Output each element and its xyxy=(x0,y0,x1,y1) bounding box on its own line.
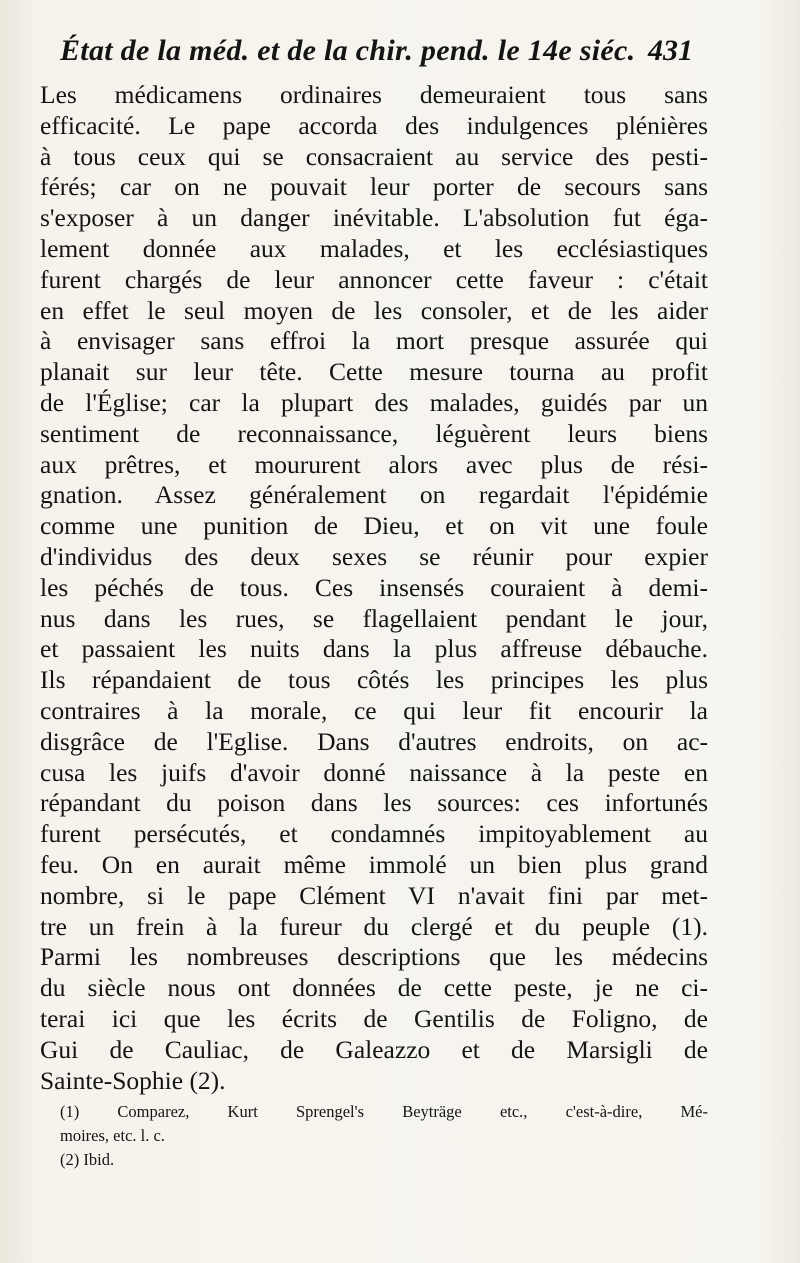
running-title: État de la méd. et de la chir. pend. le 14e siéc. xyxy=(60,34,636,67)
text-line: contraires à la morale, ce qui leur fit encourir la xyxy=(40,695,708,725)
text-line: cusa les juifs d'avoir donné naissance à la peste en xyxy=(40,757,708,787)
text-line: répandant du poison dans les sources: ces infortunés xyxy=(40,788,708,818)
footnotes xyxy=(60,1100,708,1172)
text-line: Les médicamens ordinaires demeuraient tous sans xyxy=(40,80,708,109)
text-line: furent persécutés, et condamnés impitoyablement au xyxy=(40,819,708,849)
footnote-line: (1) Comparez, Kurt Sprengel's Beyträge etc., c'est-à-dire, Mé- xyxy=(60,1102,708,1121)
text-line: du siècle nous ont données de cette peste, je ne ci- xyxy=(40,973,708,1003)
text-line: aux prêtres, et moururent alors avec plus de rési- xyxy=(40,449,708,479)
text-line: d'individus des deux sexes se réunir pour expier xyxy=(40,541,708,571)
text-line: à tous ceux qui se consacraient au service des pesti- xyxy=(40,141,708,171)
text-line: à envisager sans effroi la mort presque assurée qui xyxy=(40,326,708,356)
text-line: comme une punition de Dieu, et on vit une foule xyxy=(40,511,708,541)
text-line: Sainte-Sophie (2). xyxy=(40,1065,226,1095)
text-line: gnation. Assez généralement on regardait l'épidémie xyxy=(40,480,708,510)
text-line: nus dans les rues, se flagellaient pendant le jour, xyxy=(40,603,708,633)
text-line: disgrâce de l'Eglise. Dans d'autres endroits, on ac- xyxy=(40,726,708,756)
text-line: lement donnée aux malades, et les ecclésiastiques xyxy=(40,233,708,263)
text-line: planait sur leur tête. Cette mesure tourna au profit xyxy=(40,357,708,387)
footnote-line: (2) Ibid. xyxy=(60,1150,115,1169)
text-line: nombre, si le pape Clément VI n'avait fini par met- xyxy=(40,880,708,910)
text-line: s'exposer à un danger inévitable. L'absolution fut éga- xyxy=(40,203,708,233)
text-line: efficacité. Le pape accorda des indulgences plénières xyxy=(40,110,708,140)
page-number: 431 xyxy=(648,34,693,67)
footnote-line: moires, etc. l. c. xyxy=(60,1126,165,1145)
text-line: et passaient les nuits dans la plus affreuse débauche. xyxy=(40,634,708,664)
text-line: Gui de Cauliac, de Galeazzo et de Marsigli de xyxy=(40,1034,708,1064)
text-line: Parmi les nombreuses descriptions que les médecins xyxy=(40,942,708,972)
text-line: terai ici que les écrits de Gentilis de Foligno, de xyxy=(40,1003,708,1033)
text-line: en effet le seul moyen de les consoler, et de les aider xyxy=(40,295,708,325)
text-line: de l'Église; car la plupart des malades, guidés par un xyxy=(40,387,708,417)
text-line: feu. On en aurait même immolé un bien plus grand xyxy=(40,849,708,879)
text-line: furent chargés de leur annoncer cette faveur : c'était xyxy=(40,264,708,294)
text-line: les péchés de tous. Ces insensés couraient à demi- xyxy=(40,572,708,602)
body-text xyxy=(40,80,708,1096)
text-line: férés; car on ne pouvait leur porter de secours sans xyxy=(40,172,708,202)
text-line: sentiment de reconnaissance, léguèrent leurs biens xyxy=(40,418,708,448)
text-line: Ils répandaient de tous côtés les principes les plus xyxy=(40,665,708,695)
text-line: tre un frein à la fureur du clergé et du peuple (1). xyxy=(40,911,708,941)
